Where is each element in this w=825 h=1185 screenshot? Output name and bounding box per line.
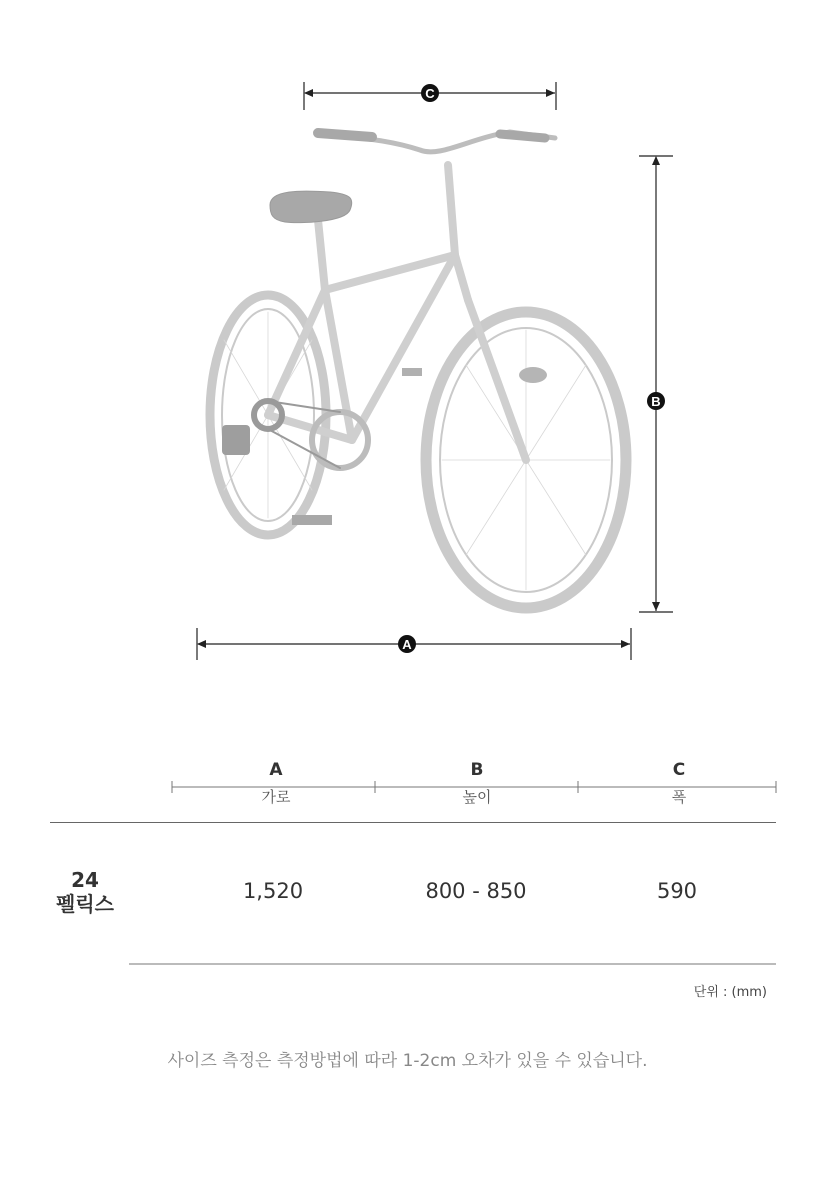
column-letter: B (470, 760, 484, 780)
column-header-c (619, 760, 739, 807)
measurement-note: 사이즈 측정은 측정방법에 따라 1-2cm 오차가 있을 수 있습니다. (167, 1051, 648, 1071)
bicycle-image (210, 132, 626, 608)
dimension-c (304, 82, 556, 110)
column-header-a (216, 760, 336, 807)
unit-label: 단위 : (mm) (693, 985, 767, 1000)
column-label: 가로 (261, 788, 291, 806)
dimension-a (197, 628, 631, 660)
table-divider (50, 822, 776, 823)
value-a: 1,520 (242, 879, 304, 903)
model-name (40, 868, 130, 916)
column-label: 폭 (671, 788, 687, 806)
value-b: 800 - 850 (425, 879, 527, 903)
column-label: 높이 (462, 788, 492, 806)
column-letter: A (269, 760, 283, 780)
column-letter: C (672, 760, 686, 780)
label-a: A (402, 637, 412, 652)
model-title: 펠릭스 (56, 892, 114, 916)
column-header-b (417, 760, 537, 807)
dimension-b (639, 156, 673, 612)
label-c: C (425, 86, 435, 101)
label-b: B (651, 394, 661, 409)
table-bottom-line (129, 963, 776, 965)
value-c: 590 (656, 879, 698, 903)
model-size: 24 (71, 868, 99, 892)
